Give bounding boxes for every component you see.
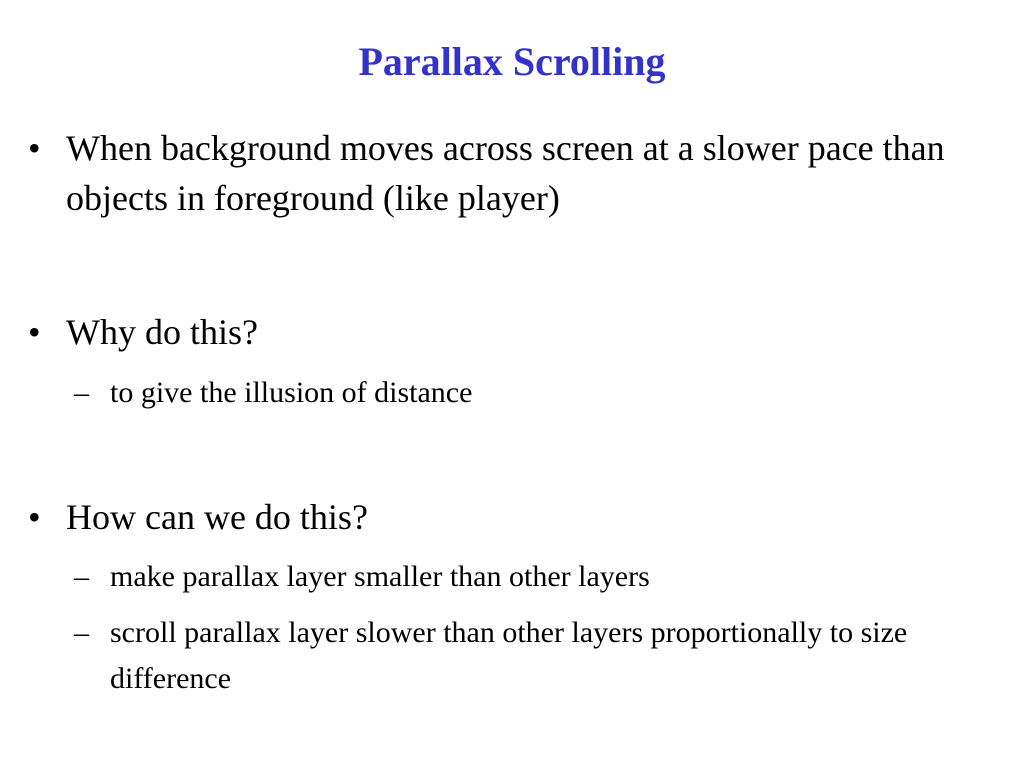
bullet-marker: • [28, 312, 41, 352]
bullet-marker: • [28, 497, 41, 537]
bullet-text: How can we do this? [66, 497, 368, 537]
bullet-text: When background moves across screen at a slower pace than objects in foreground (like player) [66, 128, 945, 218]
bullet-item [28, 307, 1008, 357]
bullet-item [28, 492, 1008, 542]
sub-bullet-item [74, 554, 1014, 600]
sub-bullet-text: to give the illusion of distance [110, 376, 473, 409]
sub-bullet-marker: – [74, 376, 89, 409]
sub-bullet-item [74, 610, 1014, 702]
sub-bullet-text: scroll parallax layer slower than other layers proportionally to size difference [110, 616, 908, 695]
slide-title: Parallax Scrolling [358, 39, 666, 84]
bullet-marker: • [28, 128, 41, 168]
sub-bullet-text: make parallax layer smaller than other layers [110, 560, 650, 593]
sub-bullet-marker: – [74, 560, 89, 593]
sub-bullet-marker: – [74, 616, 89, 649]
bullet-item [28, 123, 1008, 223]
bullet-text: Why do this? [66, 312, 258, 352]
sub-bullet-item [74, 370, 1014, 416]
